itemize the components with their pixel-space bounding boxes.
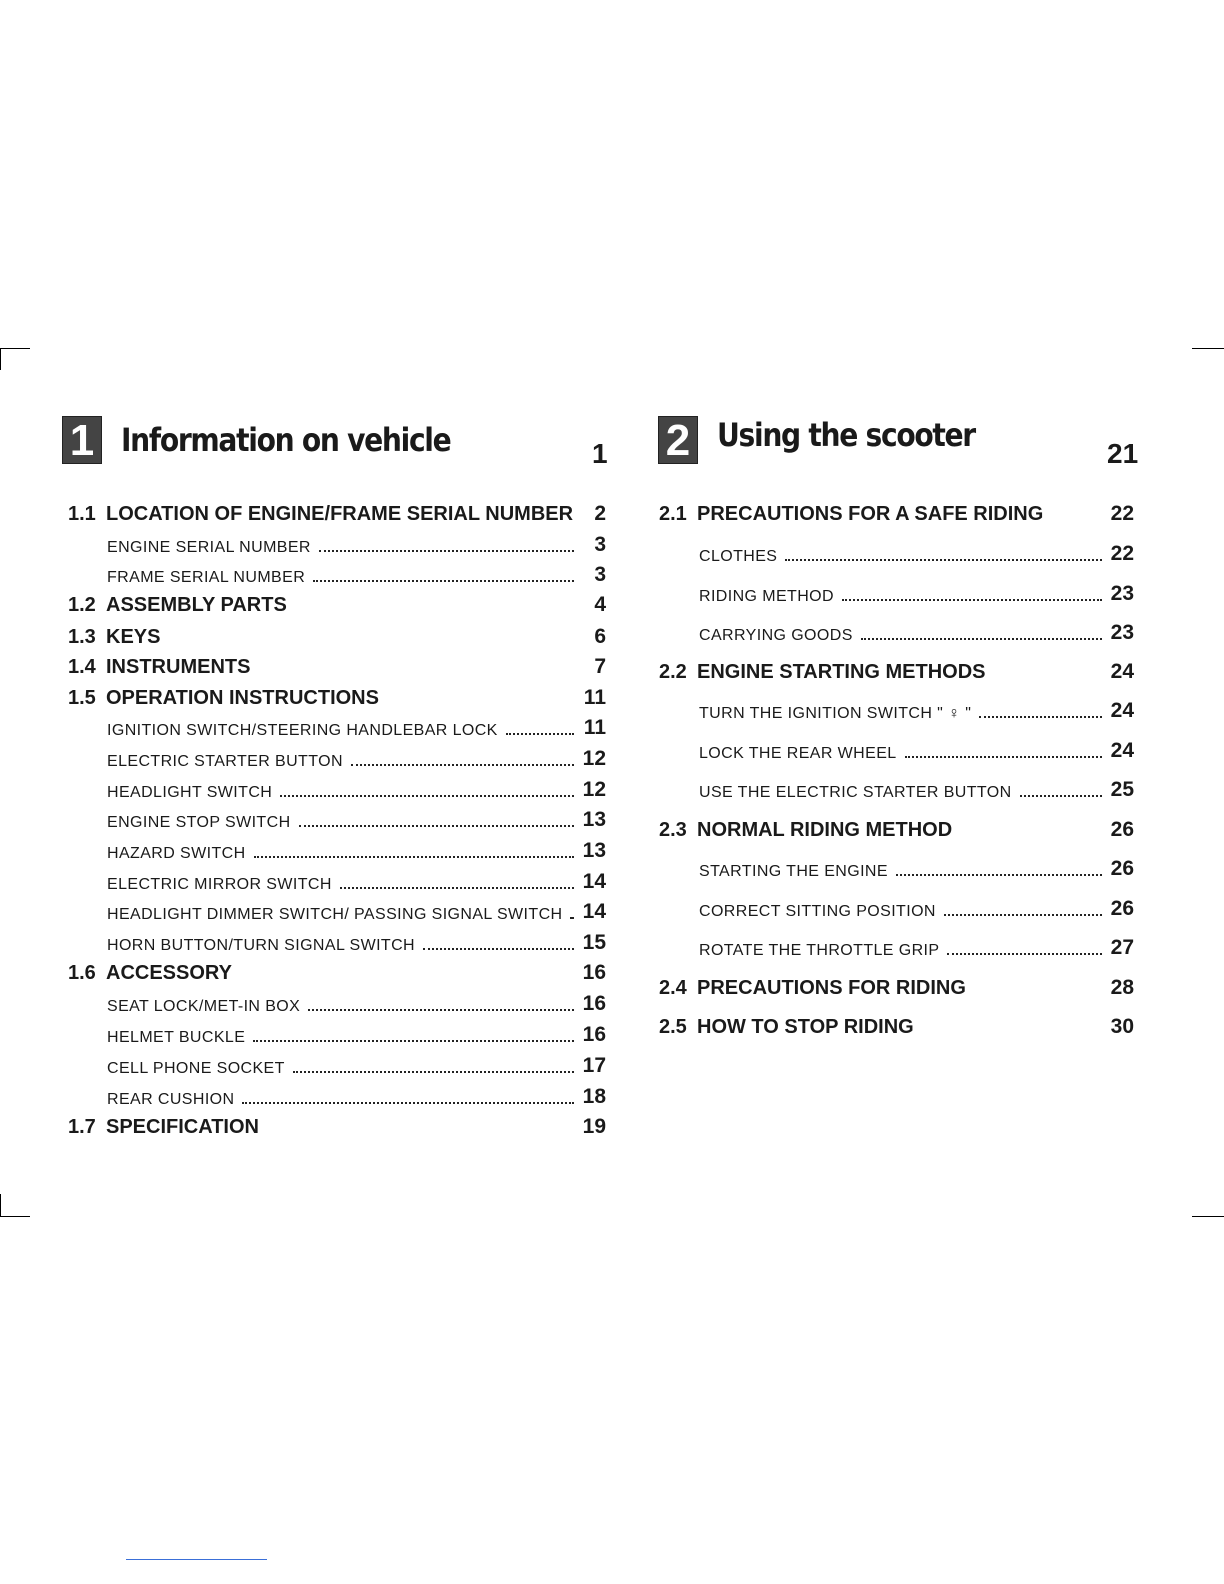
toc-page-number: 26 xyxy=(1110,857,1134,880)
toc-entry-label: ACCESSORY xyxy=(106,962,232,984)
toc-entry-label: ELECTRIC STARTER BUTTON xyxy=(107,753,343,770)
toc-section[interactable] xyxy=(68,623,606,649)
toc-subentry[interactable] xyxy=(699,776,1134,802)
toc-entry-label: FRAME SERIAL NUMBER xyxy=(107,569,306,586)
toc-entry-label: CARRYING GOODS xyxy=(699,627,853,644)
dot-leader xyxy=(254,856,574,858)
chapter-1-heading xyxy=(62,416,495,464)
chapter-2-number-box: 2 xyxy=(658,416,698,464)
toc-entry-label: STARTING THE ENGINE xyxy=(699,863,888,880)
toc-entry-label: REAR CUSHION xyxy=(107,1091,235,1108)
toc-entry-label: ROTATE THE THROTTLE GRIP xyxy=(699,942,940,959)
toc-entry-label: CLOTHES xyxy=(699,548,778,565)
toc-section-number: 2.1 xyxy=(659,503,687,525)
dot-leader xyxy=(947,953,1102,955)
toc-section-number: 1.4 xyxy=(68,656,96,678)
dot-leader xyxy=(308,1009,574,1011)
toc-section-number: 2.3 xyxy=(659,819,687,841)
toc-entry-label: CELL PHONE SOCKET xyxy=(107,1060,285,1077)
dot-leader xyxy=(979,716,1102,718)
toc-page-number: 24 xyxy=(1110,660,1134,683)
dot-leader xyxy=(319,550,574,552)
toc-entry-label: USE THE ELECTRIC STARTER BUTTON xyxy=(699,784,1012,801)
toc-entry-label: CORRECT SITTING POSITION xyxy=(699,903,936,920)
toc-page-number: 14 xyxy=(582,900,606,923)
toc-page-number: 11 xyxy=(583,716,606,739)
toc-subentry[interactable] xyxy=(107,929,606,955)
toc-subentry[interactable] xyxy=(699,619,1134,645)
toc-entry-label: KEYS xyxy=(106,626,161,648)
toc-section-number: 1.6 xyxy=(68,962,96,984)
toc-entry-label: TURN THE IGNITION SWITCH " ♀ " xyxy=(699,705,972,722)
toc-subentry[interactable] xyxy=(107,868,606,894)
toc-page-number: 2 xyxy=(594,502,606,525)
toc-entry-label: ENGINE SERIAL NUMBER xyxy=(107,539,311,556)
toc-entry-label: HORN BUTTON/TURN SIGNAL SWITCH xyxy=(107,937,416,954)
toc-page-number: 3 xyxy=(594,563,606,586)
toc-entry-label: RIDING METHOD xyxy=(699,588,834,605)
toc-page-number: 13 xyxy=(582,808,606,831)
toc-subentry[interactable] xyxy=(107,714,606,740)
toc-entry-label: IGNITION SWITCH/STEERING HANDLEBAR LOCK xyxy=(107,722,498,739)
toc-subentry[interactable] xyxy=(107,1052,606,1078)
toc-entry-label: ASSEMBLY PARTS xyxy=(106,594,287,616)
toc-page-number: 12 xyxy=(582,747,606,770)
dot-leader xyxy=(842,599,1102,601)
dot-leader xyxy=(896,874,1102,876)
toc-entry-label: HOW TO STOP RIDING xyxy=(697,1016,914,1038)
dot-leader xyxy=(423,948,574,950)
toc-section[interactable] xyxy=(68,1113,606,1139)
toc-entry-label: HEADLIGHT SWITCH xyxy=(107,784,273,801)
toc-section-number: 1.1 xyxy=(68,503,96,525)
dot-leader xyxy=(1020,795,1102,797)
toc-section-number: 2.2 xyxy=(659,661,687,683)
toc-page-number: 16 xyxy=(582,992,606,1015)
toc-entry-label: ENGINE STARTING METHODS xyxy=(697,661,986,683)
toc-page-number: 22 xyxy=(1110,502,1134,525)
toc-entry-label: INSTRUMENTS xyxy=(106,656,251,678)
crop-mark-bottom-left-h xyxy=(0,1216,30,1217)
dot-leader xyxy=(570,917,574,919)
toc-page-number: 28 xyxy=(1110,976,1134,999)
toc-subentry[interactable] xyxy=(699,895,1134,921)
toc-subentry[interactable] xyxy=(107,776,606,802)
toc-page-number: 23 xyxy=(1110,582,1134,605)
toc-page-number: 4 xyxy=(594,593,606,616)
toc-page-number: 26 xyxy=(1110,818,1134,841)
toc-section[interactable] xyxy=(68,591,606,617)
toc-entry-label: HAZARD SWITCH xyxy=(107,845,246,862)
toc-entry-label: SEAT LOCK/MET-IN BOX xyxy=(107,998,301,1015)
toc-subentry[interactable] xyxy=(107,1021,606,1047)
toc-entry-label: OPERATION INSTRUCTIONS xyxy=(106,687,379,709)
crop-mark-bottom-left-v xyxy=(0,1194,1,1216)
toc-page-number: 15 xyxy=(582,931,606,954)
toc-section[interactable] xyxy=(68,500,606,526)
toc-page-number: 24 xyxy=(1110,739,1134,762)
toc-section-number: 2.5 xyxy=(659,1016,687,1038)
dot-leader xyxy=(299,825,574,827)
dot-leader xyxy=(340,887,574,889)
dot-leader xyxy=(351,764,574,766)
toc-section[interactable] xyxy=(659,974,1134,1000)
toc-subentry[interactable] xyxy=(107,745,606,771)
toc-entry-label: HEADLIGHT DIMMER SWITCH/ PASSING SIGNAL SWITCH xyxy=(107,906,563,923)
toc-section[interactable] xyxy=(659,500,1134,526)
dot-leader xyxy=(242,1102,574,1104)
toc-subentry[interactable] xyxy=(107,531,606,557)
toc-section[interactable] xyxy=(659,816,1134,842)
toc-page-number: 7 xyxy=(594,655,606,678)
toc-entry-label: ELECTRIC MIRROR SWITCH xyxy=(107,876,332,893)
chapter-2-heading xyxy=(658,416,1010,464)
dot-leader xyxy=(506,733,574,735)
crop-mark-top-right-h xyxy=(1192,348,1224,349)
toc-page-number: 26 xyxy=(1110,897,1134,920)
crop-mark-top-left-v xyxy=(0,348,1,370)
crop-mark-top-left-h xyxy=(0,348,30,349)
toc-section[interactable] xyxy=(68,959,606,985)
toc-page-number: 3 xyxy=(594,533,606,556)
toc-page-number: 12 xyxy=(582,778,606,801)
toc-entry-label: HELMET BUCKLE xyxy=(107,1029,246,1046)
chapter-2-title: Using the scooter xyxy=(717,416,975,454)
toc-page-number: 17 xyxy=(582,1054,606,1077)
toc-page-number: 11 xyxy=(583,686,606,709)
dot-leader xyxy=(861,638,1102,640)
toc-page-number: 14 xyxy=(582,870,606,893)
toc-page-number: 30 xyxy=(1110,1015,1134,1038)
toc-subentry[interactable] xyxy=(699,697,1134,723)
toc-subentry[interactable] xyxy=(699,580,1134,606)
dot-leader xyxy=(944,914,1102,916)
toc-page-number: 6 xyxy=(594,625,606,648)
toc-subentry[interactable] xyxy=(107,1083,606,1109)
toc-subentry[interactable] xyxy=(107,990,606,1016)
chapter-1-page: 1 xyxy=(592,438,608,469)
toc-section-number: 2.4 xyxy=(659,977,687,999)
toc-section[interactable] xyxy=(659,658,1134,684)
toc-section-number: 1.2 xyxy=(68,594,96,616)
toc-subentry[interactable] xyxy=(699,540,1134,566)
toc-page-number: 23 xyxy=(1110,621,1134,644)
toc-page-number: 16 xyxy=(582,1023,606,1046)
toc-subentry[interactable] xyxy=(107,898,606,924)
toc-section[interactable] xyxy=(659,1013,1134,1039)
toc-section-number: 1.5 xyxy=(68,687,96,709)
toc-entry-label: NORMAL RIDING METHOD xyxy=(697,819,953,841)
toc-subentry[interactable] xyxy=(107,837,606,863)
toc-entry-label: LOCATION OF ENGINE/FRAME SERIAL NUMBER xyxy=(106,503,574,525)
toc-page-number: 27 xyxy=(1110,936,1134,959)
toc-entry-label: PRECAUTIONS FOR RIDING xyxy=(697,977,966,999)
toc-section-number: 1.7 xyxy=(68,1116,96,1138)
toc-page-number: 18 xyxy=(582,1085,606,1108)
footer-link-underline xyxy=(126,1559,267,1560)
dot-leader xyxy=(313,580,574,582)
dot-leader xyxy=(253,1040,574,1042)
toc-page-number: 13 xyxy=(582,839,606,862)
toc-subentry[interactable] xyxy=(699,855,1134,881)
toc-subentry[interactable] xyxy=(107,561,606,587)
toc-entry-label: PRECAUTIONS FOR A SAFE RIDING xyxy=(697,503,1044,525)
chapter-1-number-box: 1 xyxy=(62,416,102,464)
toc-page-number: 25 xyxy=(1110,778,1134,801)
chapter-2-page: 21 xyxy=(1107,438,1139,469)
toc-page-number: 19 xyxy=(582,1115,606,1138)
crop-mark-bottom-right-h xyxy=(1192,1216,1224,1217)
toc-entry-label: SPECIFICATION xyxy=(106,1116,259,1138)
dot-leader xyxy=(280,795,574,797)
dot-leader xyxy=(905,756,1102,758)
toc-section[interactable] xyxy=(68,653,606,679)
toc-entry-label: ENGINE STOP SWITCH xyxy=(107,814,291,831)
chapter-1-title: Information on vehicle xyxy=(121,421,451,459)
toc-subentry[interactable] xyxy=(107,806,606,832)
toc-page-number: 16 xyxy=(582,961,606,984)
toc-page-number: 22 xyxy=(1110,542,1134,565)
toc-section-number: 1.3 xyxy=(68,626,96,648)
toc-page-number: 24 xyxy=(1110,699,1134,722)
toc-section[interactable] xyxy=(68,684,606,710)
dot-leader xyxy=(785,559,1102,561)
toc-subentry[interactable] xyxy=(699,737,1134,763)
toc-subentry[interactable] xyxy=(699,934,1134,960)
dot-leader xyxy=(293,1071,574,1073)
toc-entry-label: LOCK THE REAR WHEEL xyxy=(699,745,897,762)
